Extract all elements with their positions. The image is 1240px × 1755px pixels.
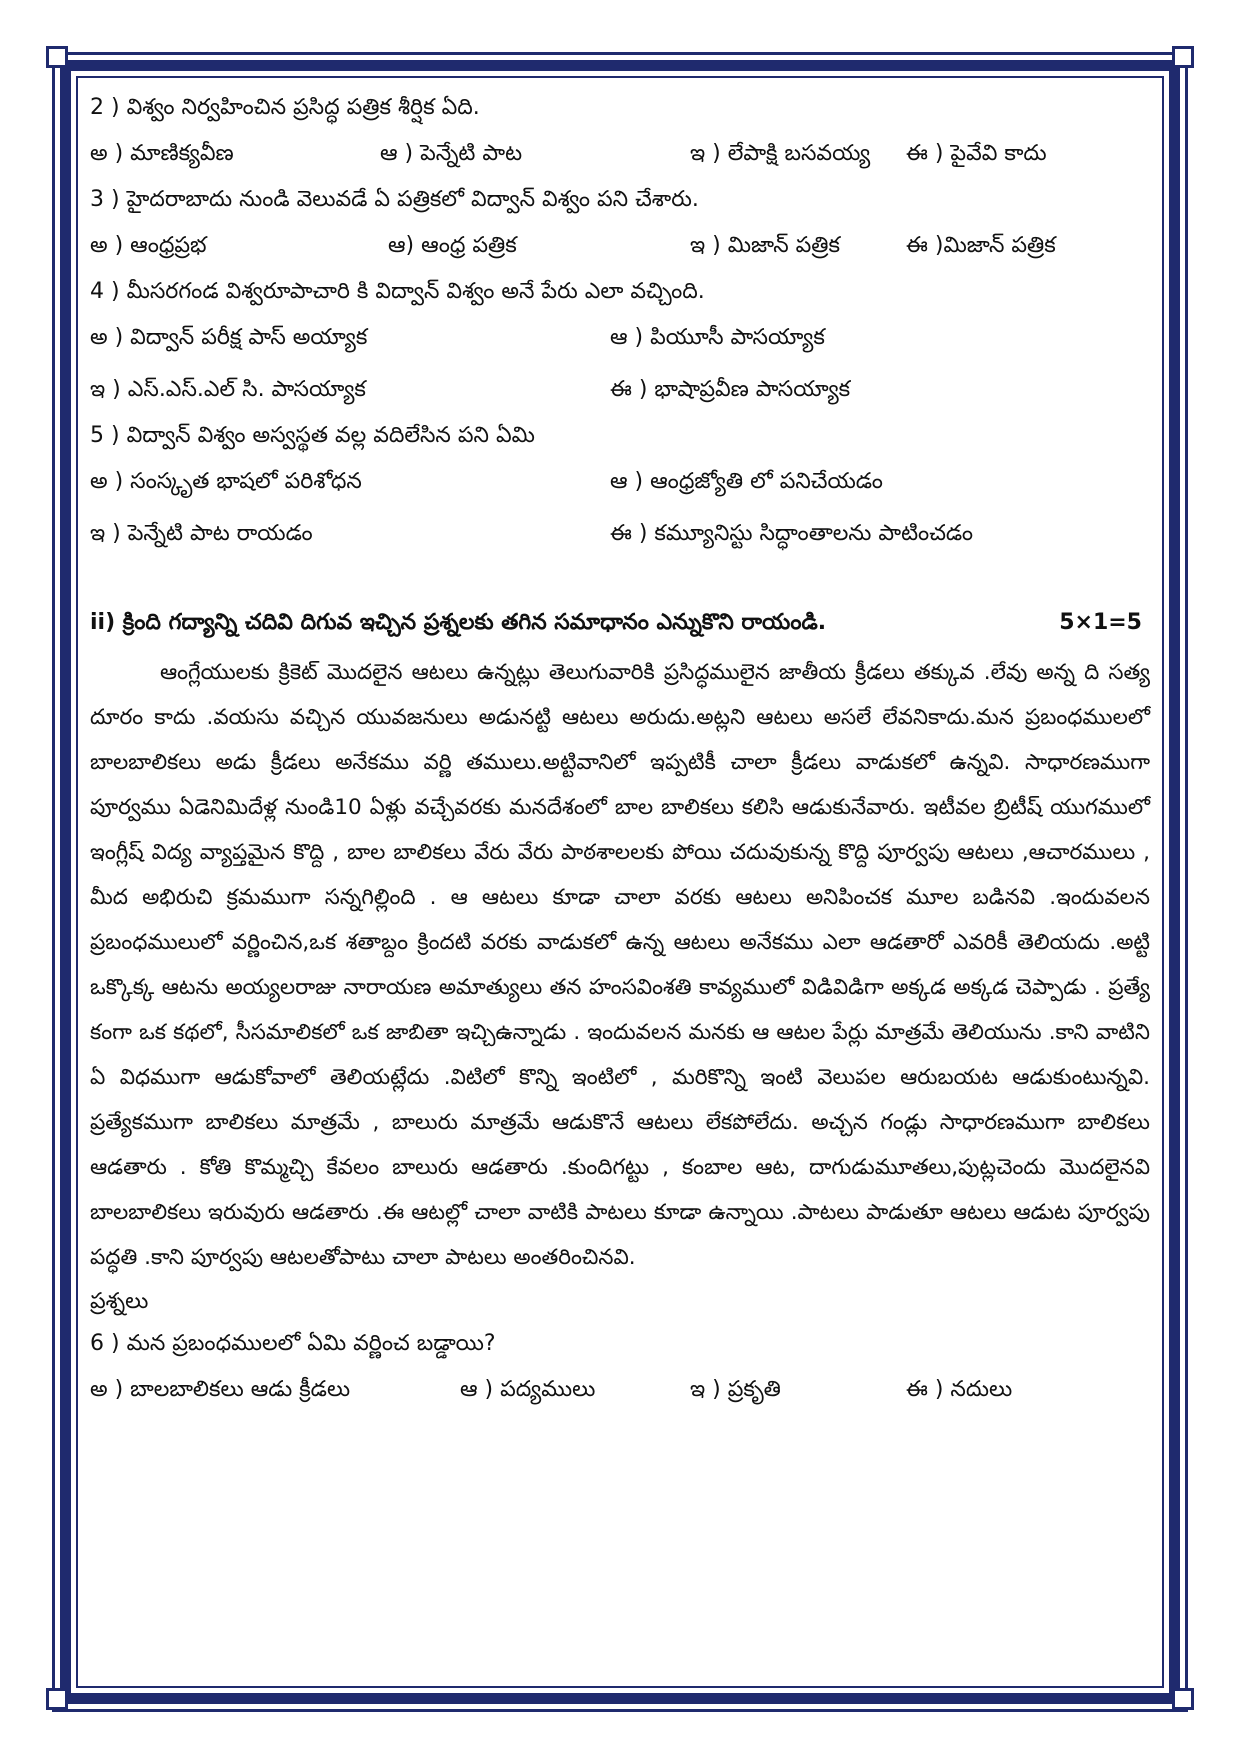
option-c: ఇ ) మిజాన్ పత్రిక [690, 233, 840, 258]
option-d: ఈ ) పైవేవి కాదు [906, 141, 1047, 166]
document-body [90, 88, 1150, 1416]
option-b: ఆ ) పద్యములు [460, 1377, 596, 1402]
comprehension-passage: ఆంగ్లేయులకు క్రికెట్ మొదలైన ఆటలు ఉన్నట్లు తెలుగువారికి ప్రసిద్ధములైన జాతీయ క్రీడలు తక్కువ .లేవు అన్న ది సత్య దూరం కాదు .వయసు వచ్చిన యువజనులు అడునట్టి ఆటలు అరుదు.అట్లని ఆటలు అసలే లేవనికాదు.మన ప్రబంధములలో బాలబాలికలు అడు క్రీడలు అనేకము వర్ణి తములు.అట్టివానిలో ఇప్పటికీ చాలా క్రీడలు వాడుకలో ఉన్నవి. సాధారణముగా పూర్వము ఏడెనిమిదేళ్ల నుండి10 ఏళ్లు వచ్చేవరకు మనదేశంలో బాల బాలికలు కలిసి ఆడుకునేవారు. ఇటీవల బ్రిటీష్ యుగములో ఇంగ్లీష్ విద్య వ్యాప్తమైన కొద్ది , బాల బాలికలు వేరు వేరు పాఠశాలలకు పోయి చదువుకున్న కొద్ది పూర్వపు ఆటలు ,ఆచారములు , మీద అభిరుచి క్రమముగా సన్నగిల్లింది . ఆ ఆటలు కూడా చాలా వరకు ఆటలు అనిపించక మూల బడినవి .ఇందువలన ప్రబంధములులో వర్ణించిన,ఒక శతాబ్దం క్రిందటి వరకు వాడుకలో ఉన్న ఆటలు అనేకము ఎలా ఆడతారో ఎవరికీ తెలియదు .అట్టి ఒక్కొక్క ఆటను అయ్యలరాజు నారాయణ అమాత్యులు తన హంసవింశతి కావ్యములో విడివిడిగా అక్కడ అక్కడ చెప్పాడు . ప్రత్యే కంగా ఒక కథలో, సీసమాలికలో ఒక జాబితా ఇచ్చిఉన్నాడు . ఇందువలన మనకు ఆ ఆటల పేర్లు మాత్రమే తెలియును .కాని వాటిని ఏ విధముగా ఆడుకోవాలో తెలియట్లేదు .విటిలో కొన్ని ఇంటిలో , మరికొన్ని ఇంటి వెలుపల ఆరుబయట ఆడుకుంటున్నవి. ప్రత్యేకముగా బాలికలు మాత్రమే , బాలురు మాత్రమే ఆడుకొనే ఆటలు లేకపోలేదు. అచ్చన గండ్లు సాధారణముగా బాలికలు ఆడతారు . కోతి కొమ్మచ్చి కేవలం బాలురు ఆడతారు .కుందిగట్టు , కంబాల ఆట, దాగుడుమూతలు,పుట్లచెందు మొదలైనవి బాలబాలికలు ఇరువురు ఆడతారు .ఈ ఆటల్లో చాలా వాటికి పాటలు కూడా ఉన్నాయి .పాటలు పాడుతూ ఆటలు ఆడుట పూర్వపు పద్ధతి .కాని పూర్వపు ఆటలతోపాటు చాలా పాటలు అంతరించినవి. [90, 660, 1150, 1270]
border-corner-bottom-right [1172, 1688, 1194, 1710]
question-4: 4 ) మీసరగండ విశ్వరూపాచారి కి విద్వాన్ విశ్వం అనే పేరు ఎలా వచ్చింది. [90, 279, 705, 304]
option-c: ఇ ) పెన్నేటి పాట రాయడం [90, 521, 313, 546]
section-instruction: ii) క్రింది గద్యాన్ని చదివి దిగువ ఇచ్చిన ప్రశ్నలకు తగిన సమాధానం ఎన్నుకొని రాయండి. [90, 610, 827, 635]
option-b: ఆ) ఆంధ్ర పత్రిక [388, 233, 517, 258]
border-corner-bottom-left [46, 1688, 68, 1710]
question-4-options-row-1 [90, 312, 1150, 364]
question-5-options-row-2 [90, 508, 1150, 560]
border-corner-top-right [1172, 46, 1194, 68]
option-a: అ ) మాణిక్యవీణ [90, 141, 234, 166]
option-b: ఆ ) ఆంధ్రజ్యోతి లో పనిచేయడం [610, 469, 883, 494]
option-c: ఇ ) ఎస్.ఎస్.ఎల్ సి. పాసయ్యాక [90, 377, 366, 402]
question-5: 5 ) విద్వాన్ విశ్వం అస్వస్థత వల్ల వదిలేసిన పని ఏమి [90, 423, 535, 448]
questions-heading: ప్రశ్నలు [90, 1289, 149, 1314]
option-d: ఈ ) భాషాప్రవీణ పాసయ్యాక [610, 377, 851, 402]
option-d: ఈ ) కమ్యూనిస్టు సిద్ధాంతాలను పాటించడం [610, 521, 974, 546]
marks-label: 5×1=5 [1059, 610, 1142, 635]
option-a: అ ) బాలబాలికలు ఆడు క్రీడలు [90, 1377, 351, 1402]
question-3-options [90, 220, 1150, 272]
option-d: ఈ )మిజాన్ పత్రిక [906, 233, 1056, 258]
option-c: ఇ ) ప్రకృతి [690, 1377, 781, 1402]
option-b: ఆ ) పెన్నేటి పాట [380, 141, 523, 166]
question-3: 3 ) హైదరాబాదు నుండి వెలువడే ఏ పత్రికలో విద్వాన్ విశ్వం పని చేశారు. [90, 187, 699, 212]
option-c: ఇ ) లేపాక్షి బసవయ్య [690, 141, 871, 166]
option-a: అ ) విద్వాన్ పరీక్ష పాస్ అయ్యాక [90, 325, 368, 350]
question-2: 2 ) విశ్వం నిర్వహించిన ప్రసిద్ధ పత్రిక శీర్షిక ఏది. [90, 95, 480, 120]
option-b: ఆ ) పియూసీ పాసయ్యాక [610, 325, 825, 350]
question-4-options-row-2 [90, 364, 1150, 416]
question-6: 6 ) మన ప్రబంధములలో ఏమి వర్ణించ బడ్డాయి? [90, 1331, 496, 1356]
question-5-options-row-1 [90, 456, 1150, 508]
border-corner-top-left [46, 46, 68, 68]
option-a: అ ) ఆంధ్రప్రభ [90, 233, 207, 258]
option-d: ఈ ) నదులు [906, 1377, 1013, 1402]
question-2-options [90, 128, 1150, 180]
option-a: అ ) సంస్కృత భాషలో పరిశోధన [90, 469, 362, 494]
question-6-options [90, 1364, 1150, 1416]
section-heading [90, 600, 1150, 646]
